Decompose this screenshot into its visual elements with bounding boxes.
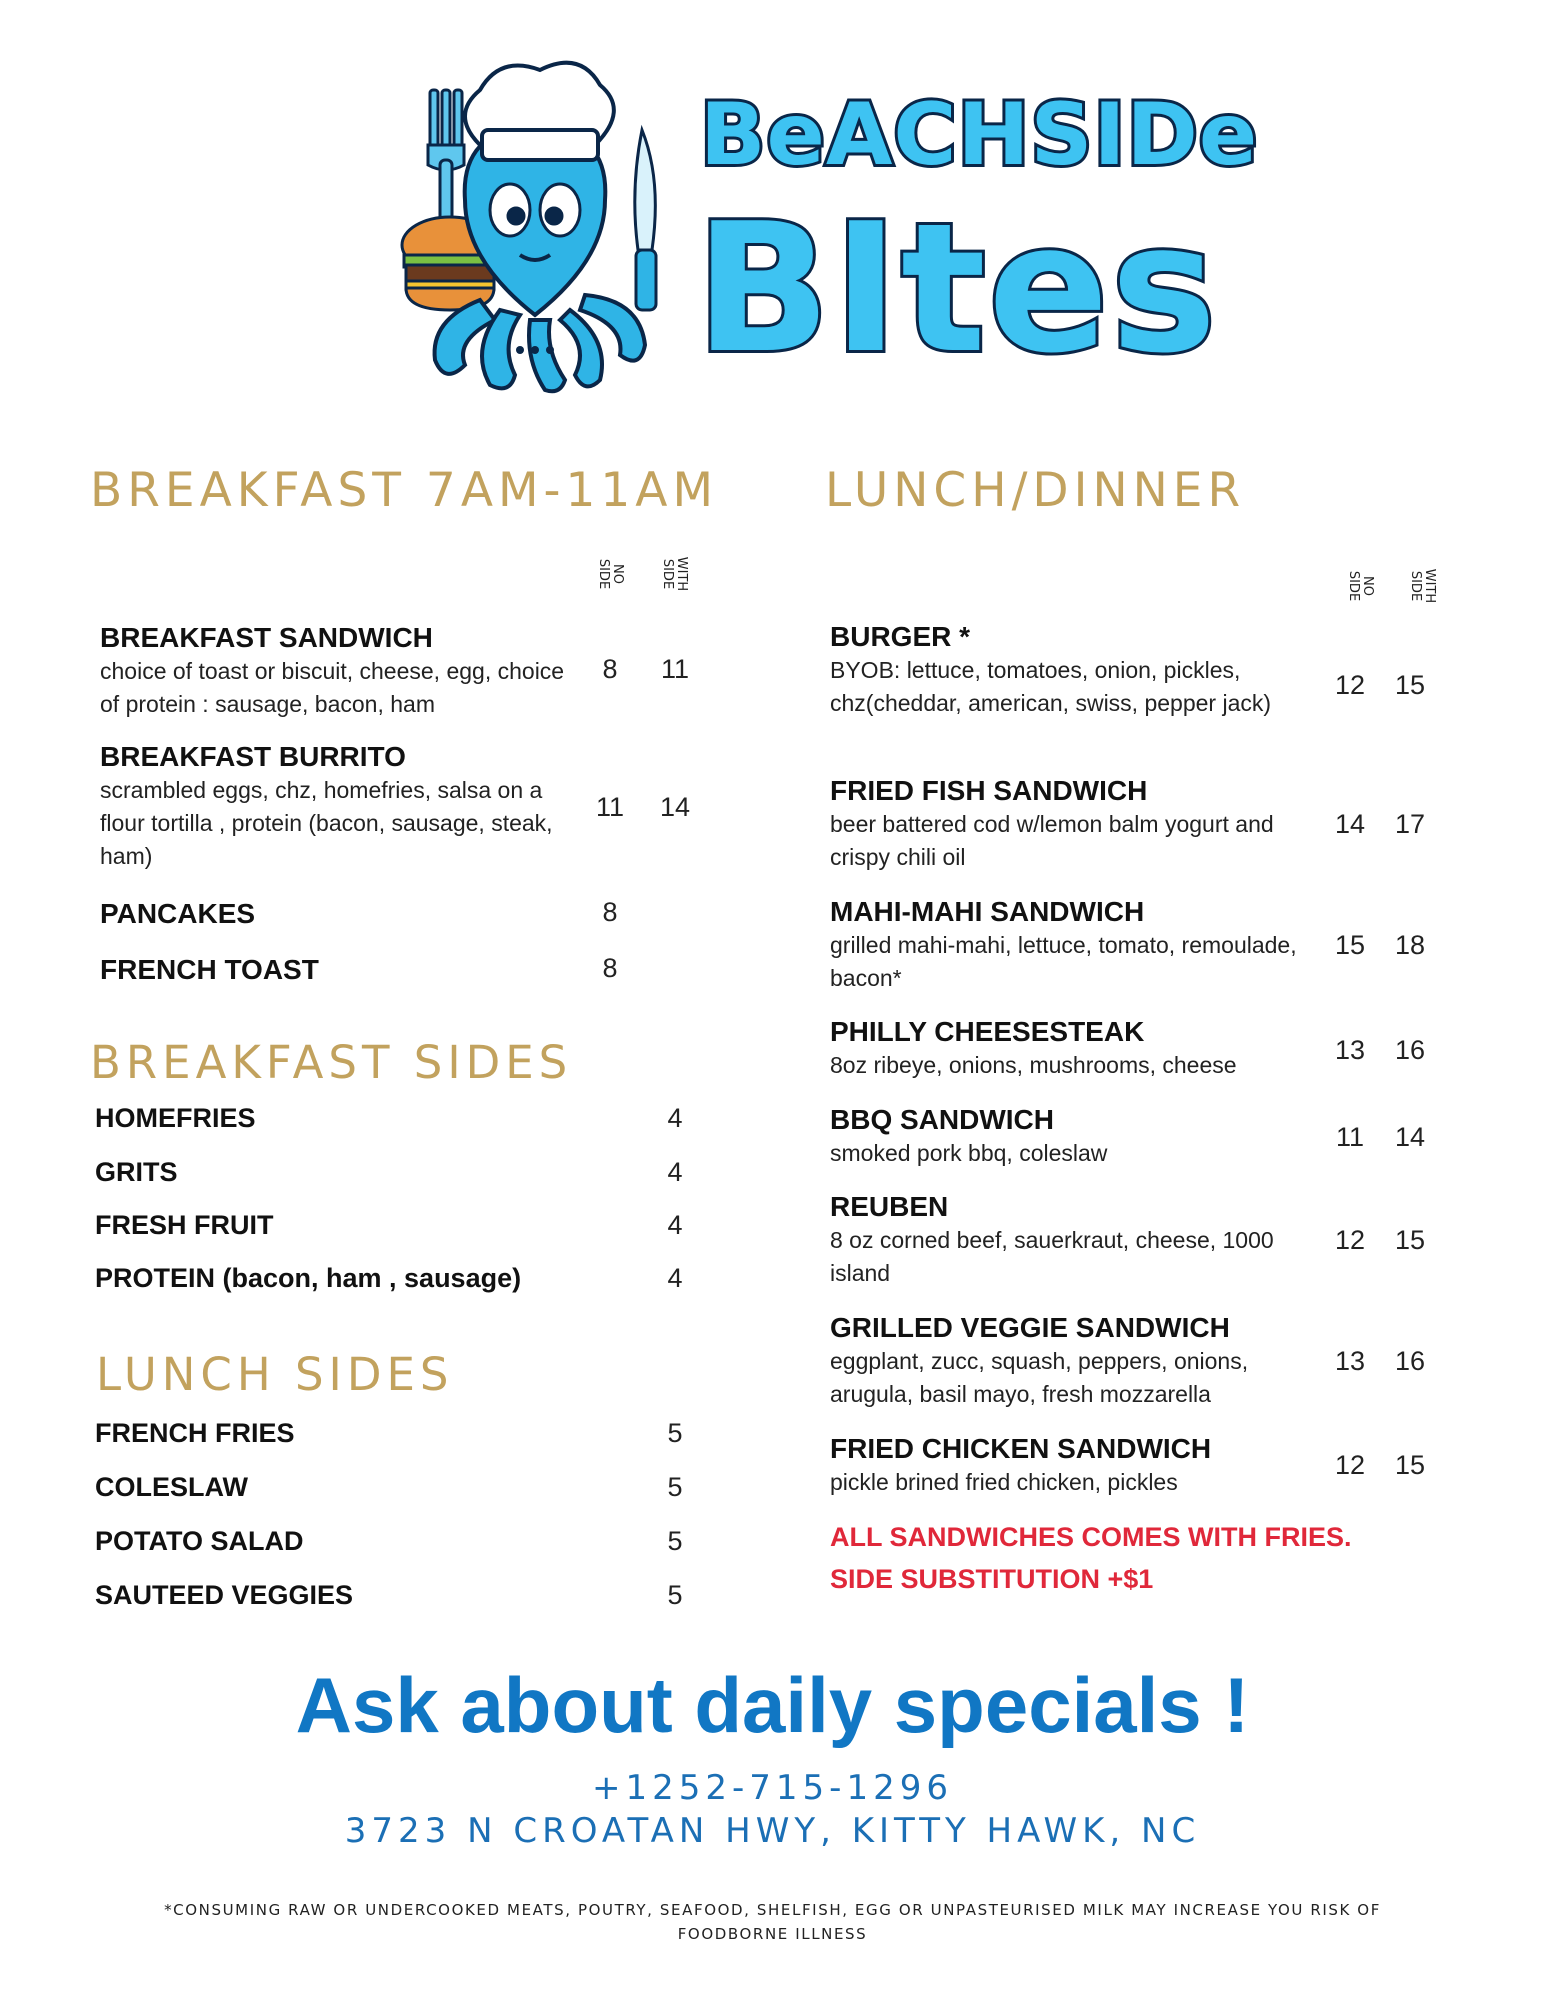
price-no-side: 8 <box>602 654 618 684</box>
price-with-side: 16 <box>1394 1035 1426 1065</box>
breakfast-item <box>100 953 580 987</box>
side-item: HOMEFRIES <box>95 1103 256 1133</box>
breakfast-col-with-side: WITH SIDE <box>660 556 689 592</box>
price-no-side: 15 <box>1334 930 1366 960</box>
item-description: 8 oz corned beef, sauerkraut, cheese, 1000 island <box>830 1227 1274 1286</box>
item-description: eggplant, zucc, squash, peppers, onions, arugula, basil mayo, fresh mozzarella <box>830 1348 1249 1407</box>
item-name: PANCAKES <box>100 898 256 929</box>
lunch-col-with-side: WITH SIDE <box>1408 568 1437 604</box>
price-no-side: 13 <box>1334 1346 1366 1376</box>
price-no-side: 11 <box>1335 1122 1365 1152</box>
price-with-side: 15 <box>1394 670 1426 700</box>
price-with-side: 15 <box>1394 1225 1426 1255</box>
breakfast-col-no-side: NO SIDE <box>596 558 625 590</box>
price-with-side: 18 <box>1394 930 1426 960</box>
item-name: BBQ SANDWICH <box>830 1104 1054 1135</box>
side-price: 5 <box>667 1526 683 1556</box>
item-name: MAHI-MAHI SANDWICH <box>830 896 1145 927</box>
daily-specials-banner: Ask about daily specials ! <box>295 1661 1250 1749</box>
item-name: PHILLY CHEESESTEAK <box>830 1016 1145 1047</box>
side-price: 5 <box>667 1418 683 1448</box>
breakfast-heading: BREAKFAST 7AM-11AM <box>90 463 718 518</box>
item-description: scrambled eggs, chz, homefries, salsa on a flour tortilla , protein (bacon, sausage, steak, ham) <box>100 777 553 869</box>
item-name: FRENCH TOAST <box>100 954 319 985</box>
side-item: PROTEIN (bacon, ham , sausage) <box>95 1263 522 1293</box>
price-with-side: 14 <box>1394 1122 1426 1152</box>
lunch-item <box>830 1103 1310 1170</box>
side-price: 4 <box>667 1210 683 1240</box>
lunch-item <box>830 620 1310 720</box>
item-description: choice of toast or biscuit, cheese, egg, choice of protein : sausage, bacon, ham <box>100 658 565 717</box>
side-price: 5 <box>667 1472 683 1502</box>
price-no-side: 12 <box>1334 1225 1366 1255</box>
food-safety-disclaimer: *CONSUMING RAW OR UNDERCOOKED MEATS, POUTRY, SEAFOOD, SHELFISH, EGG OR UNPASTEURISED MILK MAY INCREASE YOU RISK OF FOODBORNE ILLNESS <box>164 1901 1381 1943</box>
item-name: REUBEN <box>830 1191 949 1222</box>
price-with-side: 11 <box>660 654 690 684</box>
price-with-side: 15 <box>1394 1450 1426 1480</box>
item-name: BREAKFAST BURRITO <box>100 741 406 772</box>
address: 3723 N CROATAN HWY, KITTY HAWK, NC <box>344 1811 1201 1851</box>
lunch-item <box>830 1432 1310 1499</box>
item-description: pickle brined fried chicken, pickles <box>830 1469 1178 1495</box>
lunch-item <box>830 1015 1310 1082</box>
side-price: 4 <box>667 1263 683 1293</box>
price-no-side: 14 <box>1334 809 1366 839</box>
lunch-dinner-heading: LUNCH/DINNER <box>825 463 1246 518</box>
breakfast-sides-heading: BREAKFAST SIDES <box>90 1036 573 1089</box>
price-no-side: 11 <box>595 792 625 822</box>
breakfast-item <box>100 897 580 931</box>
side-item: POTATO SALAD <box>95 1526 304 1556</box>
lunch-item <box>830 1311 1310 1411</box>
item-name: GRILLED VEGGIE SANDWICH <box>830 1312 1230 1343</box>
lunch-sides-heading: LUNCH SIDES <box>96 1348 454 1401</box>
breakfast-item <box>100 621 580 721</box>
side-item: FRESH FRUIT <box>95 1210 274 1240</box>
item-description: smoked pork bbq, coleslaw <box>830 1140 1108 1166</box>
phone-number: +1252-715-1296 <box>592 1768 953 1808</box>
item-name: FRIED CHICKEN SANDWICH <box>830 1433 1212 1464</box>
item-name: BURGER * <box>830 621 971 652</box>
item-description: 8oz ribeye, onions, mushrooms, cheese <box>830 1052 1237 1078</box>
price-no-side: 8 <box>602 953 618 983</box>
price-no-side: 12 <box>1334 670 1366 700</box>
price-no-side: 13 <box>1334 1035 1366 1065</box>
item-description: beer battered cod w/lemon balm yogurt and crispy chili oil <box>830 811 1274 870</box>
logo-text-beachside: BeACHSIDe <box>700 85 1259 185</box>
side-item: FRENCH FRIES <box>95 1418 295 1448</box>
price-with-side: 17 <box>1394 809 1426 839</box>
side-price: 5 <box>667 1580 683 1610</box>
lunch-item <box>830 774 1310 874</box>
breakfast-item <box>100 740 580 873</box>
lunch-item <box>830 895 1310 995</box>
price-with-side: 14 <box>659 792 691 822</box>
side-substitution-note: SIDE SUBSTITUTION +$1 <box>830 1564 1154 1594</box>
lunch-item <box>830 1190 1310 1290</box>
sandwich-note: ALL SANDWICHES COMES WITH FRIES. <box>830 1522 1352 1552</box>
logo-text-bites: BItes <box>695 185 1219 392</box>
side-item: SAUTEED VEGGIES <box>95 1580 354 1610</box>
side-item: COLESLAW <box>95 1472 248 1502</box>
side-price: 4 <box>667 1103 683 1133</box>
side-price: 4 <box>667 1157 683 1187</box>
item-description: grilled mahi-mahi, lettuce, tomato, remoulade, bacon* <box>830 932 1297 991</box>
lunch-col-no-side: NO SIDE <box>1346 570 1375 602</box>
price-no-side: 12 <box>1334 1450 1366 1480</box>
price-no-side: 8 <box>602 897 618 927</box>
item-name: FRIED FISH SANDWICH <box>830 775 1148 806</box>
item-description: BYOB: lettuce, tomatoes, onion, pickles, chz(cheddar, american, swiss, pepper jack) <box>830 657 1272 716</box>
price-with-side: 16 <box>1394 1346 1426 1376</box>
side-item: GRITS <box>95 1157 178 1187</box>
item-name: BREAKFAST SANDWICH <box>100 622 433 653</box>
octopus-chef-mascot-icon <box>370 50 680 400</box>
